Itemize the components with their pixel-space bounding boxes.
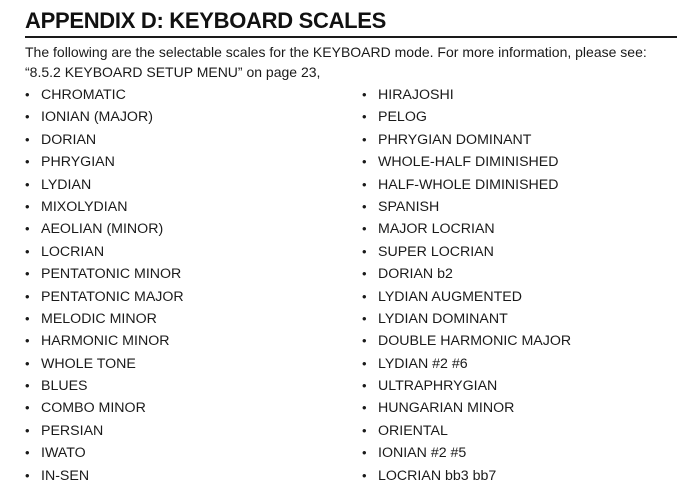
bullet-marker: •	[362, 378, 367, 394]
scale-name: LYDIAN	[41, 176, 92, 193]
scale-name: IONIAN #2 #5	[378, 445, 467, 462]
bullet-marker: •	[25, 176, 30, 192]
bullet-marker: •	[25, 87, 30, 102]
bullet-marker: •	[362, 445, 367, 461]
scale-list-item	[362, 375, 677, 397]
scale-list-item	[25, 442, 345, 464]
intro-paragraph: The following are the selectable scales for the KEYBOARD mode. For more information, please see: “8.5.2 KEYBOARD SETUP MENU” on page 23,	[25, 44, 647, 80]
scale-name: ULTRAPHRYGIAN	[378, 378, 498, 395]
scale-name: ORIENTAL	[378, 422, 448, 439]
bullet-marker: •	[25, 221, 30, 237]
bullet-marker: •	[362, 198, 367, 214]
scale-list-item	[362, 151, 677, 173]
scale-list-item	[362, 218, 677, 240]
scale-name: LYDIAN #2 #6	[378, 355, 468, 372]
scale-name: DOUBLE HARMONIC MAJOR	[378, 333, 572, 350]
bullet-marker: •	[25, 154, 30, 170]
scale-name: LOCRIAN	[41, 243, 105, 260]
scale-list-item	[362, 106, 677, 128]
bullet-marker: •	[25, 333, 30, 349]
scale-list-item	[362, 286, 677, 308]
bullet-marker: •	[25, 355, 30, 371]
bullet-marker: •	[25, 310, 30, 326]
scale-list-item	[362, 129, 677, 151]
bullet-marker: •	[25, 109, 30, 125]
bullet-marker: •	[362, 221, 367, 237]
bullet-marker: •	[25, 131, 30, 147]
scale-name: PHRYGIAN DOMINANT	[378, 131, 532, 148]
scale-name: HARMONIC MINOR	[41, 333, 170, 350]
scale-list-item	[362, 263, 677, 285]
scale-list-item	[362, 420, 677, 442]
scale-list-item	[362, 442, 677, 464]
bullet-marker: •	[362, 310, 367, 326]
scale-list-item	[25, 218, 345, 240]
scale-name: DORIAN	[41, 131, 97, 148]
scale-list-item	[362, 196, 677, 218]
scale-list-item	[25, 241, 345, 263]
page-title: APPENDIX D: KEYBOARD SCALES	[25, 8, 387, 33]
scale-list-item	[362, 308, 677, 330]
scale-name: WHOLE-HALF DIMINISHED	[378, 154, 559, 171]
bullet-marker: •	[362, 176, 367, 192]
bullet-marker: •	[25, 422, 30, 438]
scale-name: AEOLIAN (MINOR)	[41, 221, 164, 238]
scale-list-item	[362, 330, 677, 352]
scale-name: MIXOLYDIAN	[41, 198, 128, 215]
scale-name: HIRAJOSHI	[378, 87, 454, 103]
scale-name: LYDIAN AUGMENTED	[378, 288, 523, 305]
scale-name: MAJOR LOCRIAN	[378, 221, 495, 238]
bullet-marker: •	[25, 288, 30, 304]
bullet-marker: •	[25, 378, 30, 394]
bullet-marker: •	[362, 154, 367, 170]
scale-name: BLUES	[41, 378, 88, 395]
bullet-marker: •	[25, 266, 30, 282]
scale-list-item	[25, 330, 345, 352]
scale-list-item	[25, 196, 345, 218]
scale-list-item	[362, 241, 677, 263]
bullet-marker: •	[362, 266, 367, 282]
scale-list-item	[25, 106, 345, 128]
scale-name: HUNGARIAN MINOR	[378, 400, 515, 417]
bullet-marker: •	[25, 445, 30, 461]
bullet-marker: •	[25, 198, 30, 214]
scale-name: PHRYGIAN	[41, 154, 115, 171]
bullet-marker: •	[25, 243, 30, 259]
scale-list-item	[362, 84, 677, 106]
scale-name: PENTATONIC MAJOR	[41, 288, 184, 305]
bullet-marker: •	[362, 87, 367, 102]
scale-list-item	[25, 84, 345, 106]
scale-list-right	[362, 84, 677, 487]
scale-name: HALF-WHOLE DIMINISHED	[378, 176, 559, 193]
scale-name: SPANISH	[378, 198, 440, 215]
bullet-marker: •	[362, 333, 367, 349]
bullet-marker: •	[362, 288, 367, 304]
scale-name: CHROMATIC	[41, 87, 126, 103]
bullet-marker: •	[362, 400, 367, 416]
bullet-marker: •	[362, 243, 367, 259]
scale-list-item	[25, 375, 345, 397]
scale-name: PERSIAN	[41, 422, 104, 439]
scale-list-item	[362, 353, 677, 375]
bullet-marker: •	[25, 400, 30, 416]
bullet-marker: •	[362, 355, 367, 371]
scale-name: COMBO MINOR	[41, 400, 146, 417]
title-underline-rule	[25, 36, 677, 38]
scale-name: PENTATONIC MINOR	[41, 266, 182, 283]
scale-list-item	[25, 353, 345, 375]
bullet-marker: •	[362, 131, 367, 147]
bullet-marker: •	[362, 467, 367, 483]
scale-list-item	[362, 465, 677, 487]
scale-list-item	[25, 465, 345, 487]
scale-name: PELOG	[378, 109, 427, 126]
scale-list-item	[25, 420, 345, 442]
scale-name: SUPER LOCRIAN	[378, 243, 494, 260]
scale-list-item	[362, 174, 677, 196]
scale-list-left	[25, 84, 345, 487]
scale-list-item	[25, 263, 345, 285]
scale-name: IN-SEN	[41, 467, 90, 484]
scale-list-item	[25, 129, 345, 151]
scale-name: IONIAN (MAJOR)	[41, 109, 153, 126]
scale-list-item	[25, 174, 345, 196]
scale-name: MELODIC MINOR	[41, 310, 157, 327]
scale-name: IWATO	[41, 445, 86, 462]
bullet-marker: •	[25, 467, 30, 483]
scale-list-item	[25, 286, 345, 308]
scale-list-item	[362, 397, 677, 419]
bullet-marker: •	[362, 109, 367, 125]
scale-name: LYDIAN DOMINANT	[378, 310, 508, 327]
bullet-marker: •	[362, 422, 367, 438]
scale-list-item	[25, 397, 345, 419]
scale-name: DORIAN b2	[378, 266, 453, 283]
scale-list-item	[25, 151, 345, 173]
scale-name: WHOLE TONE	[41, 355, 136, 372]
scale-name: LOCRIAN bb3 bb7	[378, 467, 497, 484]
scale-list-item	[25, 308, 345, 330]
